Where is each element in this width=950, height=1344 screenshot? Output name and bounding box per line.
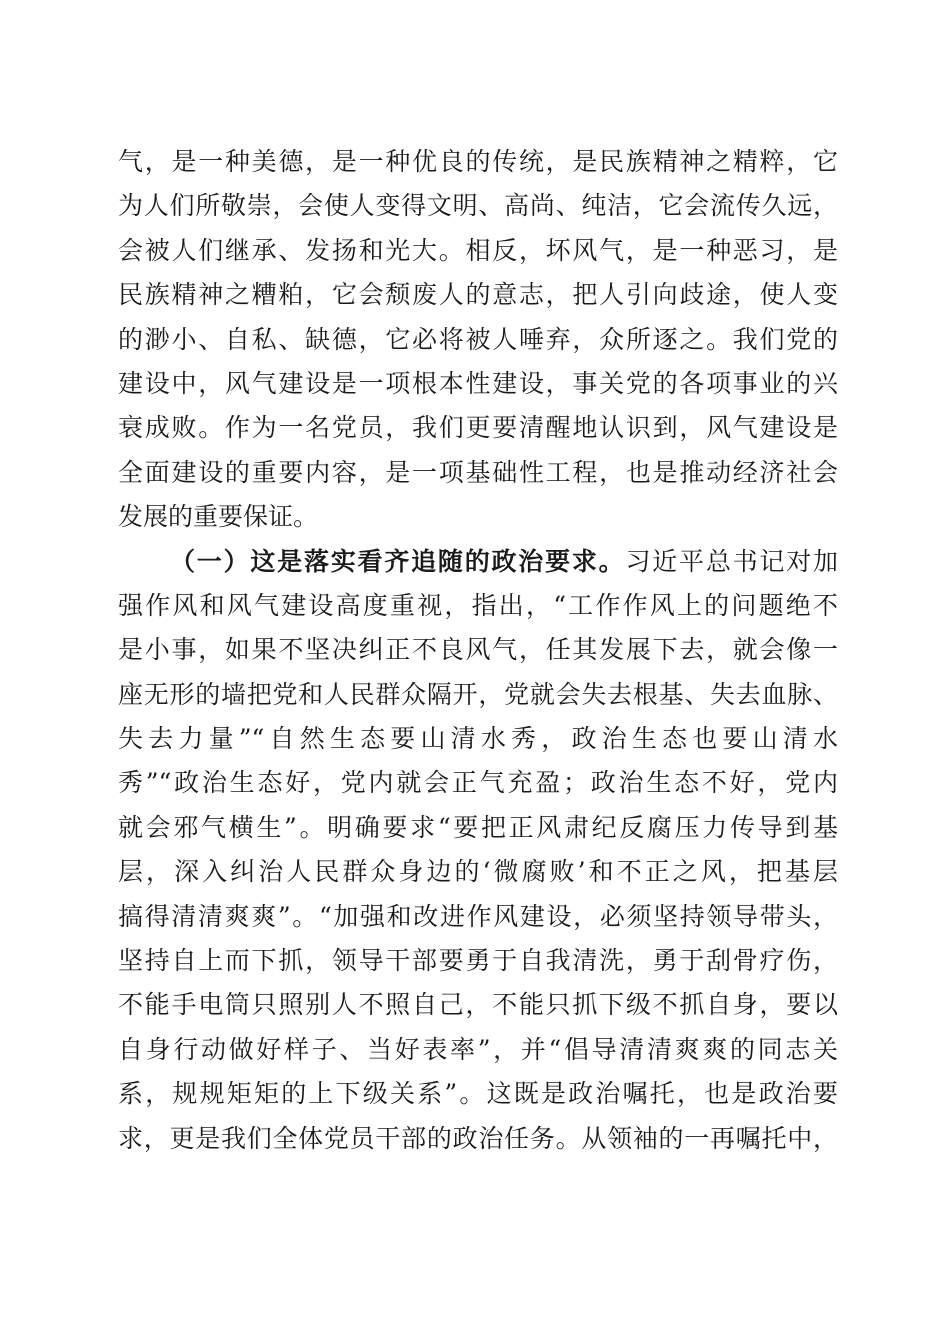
text-line: 自身行动做好样子、当好表率”，并“倡导清清爽爽的同志关 <box>118 1034 838 1064</box>
text-line: 座无形的墙把党和人民群众隔开，党就会失去根基、失去血脉、 <box>118 679 838 709</box>
text-line: 发展的重要保证。 <box>118 502 319 532</box>
text-line: 秀”“政治生态好，党内就会正气充盈；政治生态不好，党内 <box>118 768 838 798</box>
paragraph-1 <box>118 140 838 540</box>
text-line: 气，是一种美德，是一种优良的传统，是民族精神之精粹，它 <box>118 147 838 176</box>
text-line-first <box>118 540 838 584</box>
text-line: 民族精神之糟粕，它会颓废人的意志，把人引向歧途，使人变 <box>118 280 838 310</box>
text-line: 衰成败。作为一名党员，我们更要清醒地认识到，风气建设是 <box>118 413 838 443</box>
text-line: 失去力量”“自然生态要山清水秀，政治生态也要山清水 <box>118 724 838 754</box>
text-line: 全面建设的重要内容，是一项基础性工程，也是推动经济社会 <box>118 457 838 487</box>
text-line: 会被人们继承、发扬和光大。相反，坏风气，是一种恶习，是 <box>118 235 838 265</box>
text-line: 就会邪气横生”。明确要求“要把正风肃纪反腐压力传导到基 <box>118 812 838 842</box>
text-line: 求，更是我们全体党员干部的政治任务。从领袖的一再嘱托中， <box>118 1123 838 1153</box>
text-line: 搞得清清爽爽”。“加强和改进作风建设，必须坚持领导带头， <box>118 901 838 931</box>
text-line: 建设中，风气建设是一项根本性建设，事关党的各项事业的兴 <box>118 368 838 398</box>
text-line: 的渺小、自私、缺德，它必将被人唾弃，众所逐之。我们党的 <box>118 324 838 354</box>
heading-continuation: 习近平总书记对加 <box>625 546 838 576</box>
text-line: 层，深入纠治人民群众身边的‘微腐败’和不正之风，把基层 <box>118 857 838 887</box>
paragraph-2 <box>118 540 838 1161</box>
text-line: 坚持自上而下抓，领导干部要勇于自我清洗，勇于刮骨疗伤， <box>118 946 838 976</box>
text-line: 强作风和风气建设高度重视，指出，“工作作风上的问题绝不 <box>118 590 838 620</box>
text-line: 系，规规矩矩的上下级关系”。这既是政治嘱托，也是政治要 <box>118 1079 838 1109</box>
text-line: 为人们所敬崇，会使人变得文明、高尚、纯洁，它会流传久远， <box>118 191 838 221</box>
document-body <box>118 140 838 1161</box>
section-heading: （一）这是落实看齐追随的政治要求。 <box>170 546 626 576</box>
text-line: 是小事，如果不坚决纠正不良风气，任其发展下去，就会像一 <box>118 635 838 665</box>
text-line: 不能手电筒只照别人不照自己，不能只抓下级不抓自身，要以 <box>118 990 838 1020</box>
